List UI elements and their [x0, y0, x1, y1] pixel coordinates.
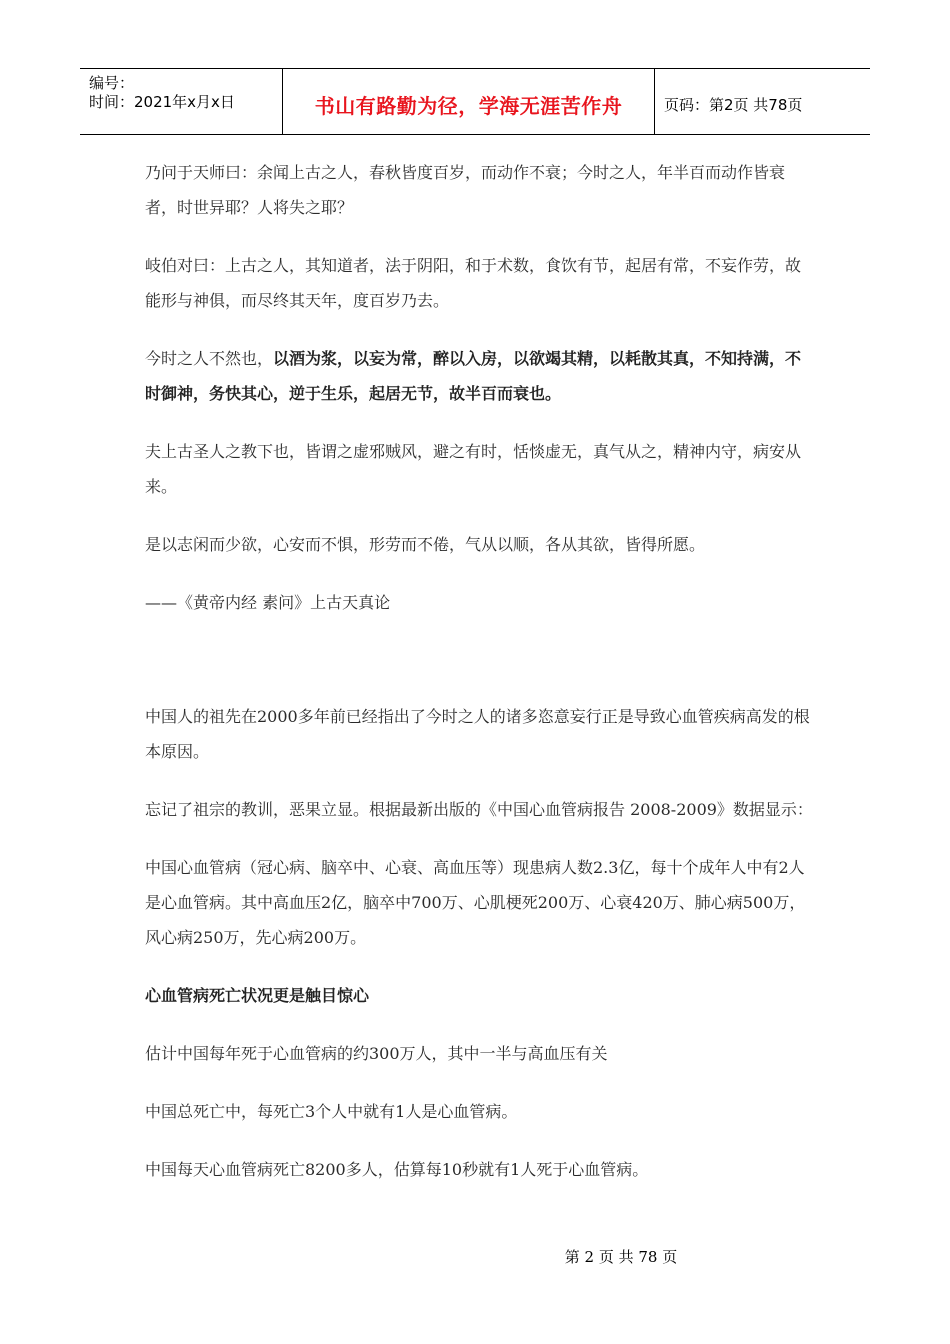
paragraph-12: 中国总死亡中，每死亡3个人中就有1人是心血管病。 — [145, 1102, 518, 1121]
paragraph-13: 中国每天心血管病死亡8200多人，估算每10秒就有1人死于心血管病。 — [145, 1160, 649, 1179]
paragraph-8: 忘记了祖宗的教训，恶果立显。根据最新出版的《中国心血管病报告 2008-2009》数据显示： — [145, 800, 813, 819]
document-number-label: 编号： — [89, 74, 135, 92]
header-motto-cell — [282, 69, 655, 134]
section-heading: 心血管病死亡状况更是触目惊心 — [145, 986, 370, 1005]
document-time-label: 时间：2021年x月x日 — [89, 93, 235, 111]
paragraph-11: 估计中国每年死于心血管病的约300万人，其中一半与高血压有关 — [145, 1044, 608, 1063]
paragraph-4: 夫上古圣人之教下也，皆谓之虚邪贼风，避之有时，恬惔虚无，真气从之，精神内守，病安从来。 — [145, 442, 802, 496]
document-body — [145, 155, 813, 1210]
paragraph-1: 乃问于天师曰：余闻上古之人，春秋皆度百岁，而动作不衰；今时之人，年半百而动作皆衰者，时世异耶？人将失之耶？ — [145, 163, 786, 217]
paragraph-3 — [145, 341, 813, 411]
paragraph-2: 岐伯对曰：上古之人，其知道者，法于阴阳，和于术数，食饮有节，起居有常，不妄作劳，故能形与神俱，而尽终其天年，度百岁乃去。 — [145, 256, 802, 310]
paragraph-7: 中国人的祖先在2000多年前已经指出了今时之人的诸多恣意妄行正是导致心血管疾病高发的根本原因。 — [145, 707, 810, 761]
page-header — [80, 68, 870, 135]
paragraph-9: 中国心血管病（冠心病、脑卒中、心衰、高血压等）现患病人数2.3亿，每十个成年人中有2人是心血管病。其中高血压2亿，脑卒中700万、心肌梗死200万、心衰420万、肺心病500万，风心病250万，先心病200万。 — [145, 858, 806, 947]
paragraph-5: 是以志闲而少欲，心安而不惧，形劳而不倦，气从以顺，各从其欲，皆得所愿。 — [145, 535, 706, 554]
header-page-cell — [655, 69, 870, 134]
header-page-code: 页码：第2页 共78页 — [664, 96, 803, 114]
paragraph-3-bold: 以酒为浆，以妄为常，醉以入房，以欲竭其精，以耗散其真，不知持满，不时御神，务快其心，逆于生乐，起居无节，故半百而衰也。 — [145, 349, 802, 403]
section-spacer — [145, 643, 813, 699]
paragraph-3-plain: 今时之人不然也， — [145, 349, 274, 368]
page-footer — [0, 1246, 950, 1267]
quote-source: ——《黄帝内经 素问》上古天真论 — [145, 593, 391, 612]
header-left-cell — [80, 69, 282, 134]
footer-page-number: 第 2 页 共 78 页 — [564, 1248, 678, 1266]
header-motto: 书山有路勤为径，学海无涯苦作舟 — [314, 94, 623, 118]
